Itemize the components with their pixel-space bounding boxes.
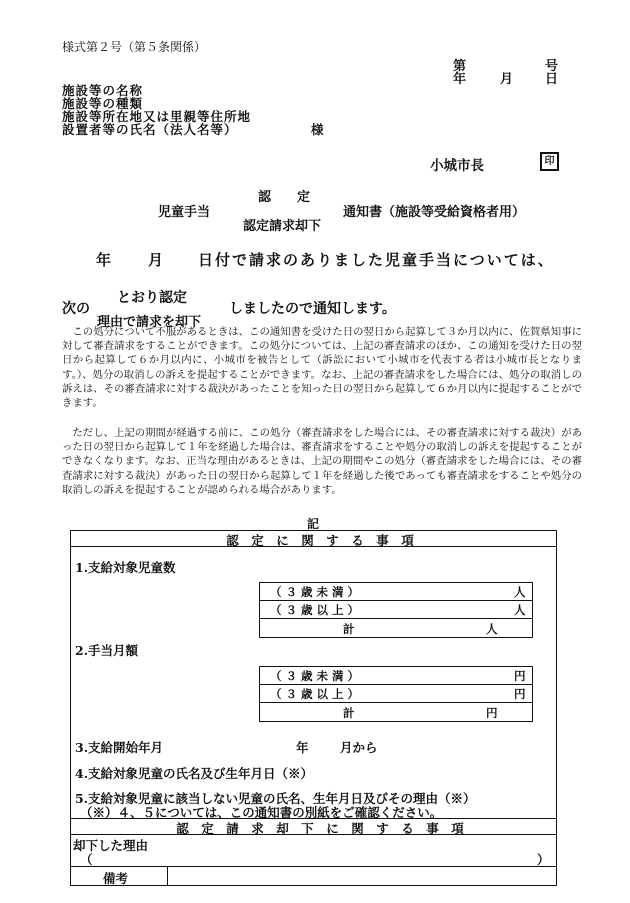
monthly-amount-under3-label: （ ３ 歳 未 満 ） [270, 669, 360, 683]
kyakka-header-divider [70, 834, 557, 835]
monthly-amount-total-label: 計 [343, 706, 355, 720]
item-ineligible-children: 5.支給対象児童に該当しない児童の氏名、生年月日及びその理由（※） [75, 791, 476, 806]
ki-mark: 記 [307, 517, 320, 531]
notice-tsugi: 次の [62, 301, 90, 317]
appeal-text-2: ただし、上記の期間が経過する前に、この処分（審査請求をした場合には、その審査請求に対する裁決）があった日の翌日から起算して１年を経過した場合は、審査請求をすることや処分の取消しの訴えを提起することができなくなります。なお、正当な理由があるときは、上記の期間やこの処分（審査請求をした場合には、その審査請求に対する裁決）があった日の翌日から起算して１年を経過した後であっても審査請求をすることや処分の取消しの訴えを提起することが認められる場合があります。 [62, 427, 582, 496]
monthly-amount-over3-unit: 円 [514, 687, 526, 701]
honorific: 様 [311, 122, 325, 137]
item-note: （※）４、５については、この通知書の別紙をご確認ください。 [80, 805, 443, 820]
date-day: 日 [545, 72, 559, 87]
title-nintei: 認 定 [258, 190, 311, 205]
kyakka-reason-paren-close: ） [537, 852, 550, 867]
monthly-amount-row-divider-1 [259, 684, 533, 685]
mayor-title: 小城市長 [430, 158, 484, 174]
child-count-total-unit: 人 [486, 622, 498, 636]
seal-mark: 印 [540, 152, 559, 171]
nintei-header: 認 定 に 関 す る 事 項 [226, 533, 414, 548]
notice-option-kyakka: 理由で請求を却下 [97, 315, 202, 330]
child-count-row-divider-1 [259, 600, 533, 601]
kyakka-header: 認 定 請 求 却 下 に 関 す る 事 項 [176, 821, 464, 836]
start-month-year: 年 [296, 740, 309, 755]
child-count-under3-unit: 人 [514, 585, 526, 599]
notice-month: 月 [148, 251, 166, 269]
doc-number-dai: 第 [453, 59, 467, 74]
remarks-label: 備考 [103, 871, 129, 886]
monthly-amount-over3-label: （ ３ 歳 以 上 ） [270, 687, 360, 701]
appeal-paragraph-1 [62, 325, 582, 410]
item-monthly-amount: 2.手当月額 [75, 643, 139, 658]
start-month-month: 月から [340, 740, 378, 755]
doc-number-go: 号 [545, 59, 559, 74]
form-number: 様式第２号（第５条関係） [62, 40, 207, 54]
title-suffix: 通知書（施設等受給資格者用） [343, 205, 526, 220]
child-count-row-divider-2 [259, 618, 533, 619]
kyakka-reason-paren-open: （ [80, 852, 93, 867]
kyakka-reason-label: 却下した理由 [73, 838, 149, 853]
date-year: 年 [453, 72, 467, 87]
child-count-total-label: 計 [343, 622, 355, 636]
appeal-paragraph-2 [62, 426, 582, 497]
item-child-names: 4.支給対象児童の氏名及び生年月日（※） [75, 766, 314, 781]
remarks-divider [70, 866, 557, 867]
facility-name-label: 施設等の名称 [62, 83, 144, 98]
remarks-column-divider [167, 866, 168, 886]
child-count-over3-unit: 人 [514, 603, 526, 617]
notice-line1: 日付で請求のありました児童手当については、 [198, 251, 555, 269]
title-kyakka: 認定請求却下 [243, 219, 322, 234]
title-prefix: 児童手当 [158, 205, 211, 220]
item-start-month: 3.支給開始年月 [75, 740, 164, 755]
child-count-under3-label: （ ３ 歳 未 満 ） [270, 585, 360, 599]
child-count-over3-label: （ ３ 歳 以 上 ） [270, 603, 360, 617]
appeal-text-1: この処分について不服があるときは、この通知書を受けた日の翌日から起算して３か月以内に、佐賀県知事に対して審査請求をすることができます。この処分については、上記の審査請求のほか、この通知を受けた日の翌日から起算して６か月以内に、小城市を被告として（訴訟において小城市を代表する者は小城市長となります。）、処分の取消しの訴えを提起することができます。なお、上記の審査請求をした場合には、処分の取消しの訴えは、その審査請求に対する裁決があったことを知った日の翌日から起算して６か月以内に提起することができます。 [62, 326, 582, 410]
notice-option-nintei: とおり認定 [117, 290, 187, 306]
facility-address-label: 施設等所在地又は里親等住所地 [62, 109, 252, 124]
operator-name-label: 設置者等の氏名（法人名等） [62, 122, 238, 137]
monthly-amount-total-unit: 円 [486, 706, 498, 720]
notice-ending: しましたので通知します。 [229, 301, 396, 317]
item-child-count: 1.支給対象児童数 [75, 560, 176, 575]
date-month: 月 [500, 72, 514, 87]
facility-type-label: 施設等の種類 [62, 96, 144, 111]
nintei-header-divider [70, 546, 557, 547]
monthly-amount-under3-unit: 円 [514, 669, 526, 683]
monthly-amount-row-divider-2 [259, 702, 533, 703]
notice-year: 年 [96, 251, 114, 269]
